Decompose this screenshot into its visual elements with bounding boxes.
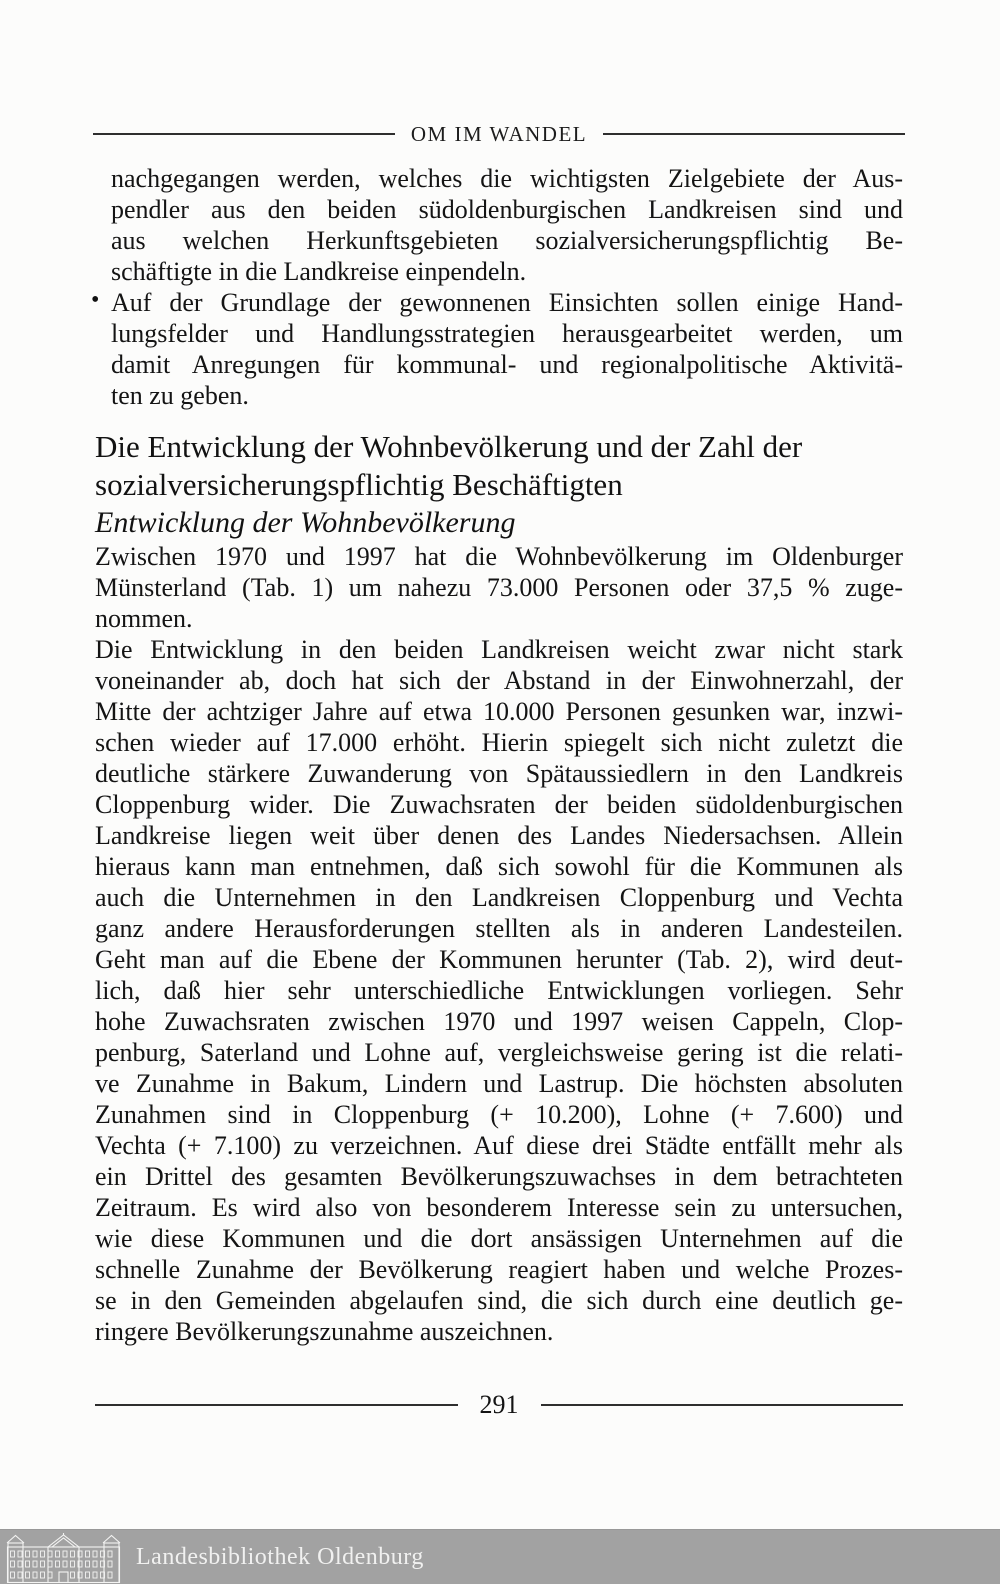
text-line: Zeitraum. Es wird also von besonderem Interesse sein zu untersuchen, bbox=[95, 1193, 903, 1222]
text-line: se in den Gemeinden abgelaufen sind, die sich durch eine deutlich ge- bbox=[95, 1286, 903, 1315]
text-line: Mitte der achtziger Jahre auf etwa 10.000 Personen gesunken war, inzwi- bbox=[95, 697, 903, 726]
bullet-marker-icon: • bbox=[91, 287, 100, 313]
text-line: schen wieder auf 17.000 erhöht. Hierin spiegelt sich nicht zuletzt die bbox=[95, 728, 903, 757]
running-head bbox=[93, 121, 905, 147]
text-line: hohe Zuwachsraten zwischen 1970 und 1997 weisen Cappeln, Clop- bbox=[95, 1007, 903, 1036]
header-rule-right bbox=[603, 133, 905, 135]
folio-rule-left bbox=[95, 1404, 458, 1406]
page-number: 291 bbox=[479, 1390, 519, 1419]
text-line: hieraus kann man entnehmen, daß sich sowohl für die Kommunen als bbox=[95, 852, 903, 881]
text-line: deutliche stärkere Zuwanderung von Spätaussiedlern in den Landkreis bbox=[95, 759, 903, 788]
text-line: wie diese Kommunen und die dort ansässigen Unternehmen auf die bbox=[95, 1224, 903, 1253]
text-line: schnelle Zunahme der Bevölkerung reagiert haben und welche Prozes- bbox=[95, 1255, 903, 1284]
paragraph-body bbox=[95, 541, 903, 634]
paragraph-body bbox=[95, 944, 903, 1347]
text-line: Münsterland (Tab. 1) um nahezu 73.000 Personen oder 37,5 % zuge- bbox=[95, 573, 903, 602]
text-line: Landkreise liegen weit über denen des Landes Niedersachsen. Allein bbox=[95, 821, 903, 850]
text-line: ein Drittel des gesamten Bevölkerungszuwachses in dem betrachteten bbox=[95, 1162, 903, 1191]
text-line: ringere Bevölkerungszunahme auszeichnen. bbox=[95, 1317, 554, 1346]
page-text-block bbox=[91, 163, 903, 1347]
paragraph-continuation bbox=[111, 163, 903, 287]
text-line: ve Zunahme in Bakum, Lindern und Lastrup. Die höchsten absoluten bbox=[95, 1069, 903, 1098]
paragraph-body bbox=[95, 634, 903, 944]
text-line: auch die Unternehmen in den Landkreisen Cloppenburg und Vechta bbox=[95, 883, 903, 912]
text-line: Zwischen 1970 und 1997 hat die Wohnbevölkerung im Oldenburger bbox=[95, 542, 903, 571]
text-line: lich, daß hier sehr unterschiedliche Entwicklungen vorliegen. Sehr bbox=[95, 976, 903, 1005]
running-head-title: OM IM WANDEL bbox=[410, 121, 588, 146]
header-rule-left bbox=[93, 133, 395, 135]
section-heading bbox=[95, 428, 903, 504]
text-line: Geht man auf die Ebene der Kommunen herunter (Tab. 2), wird deut- bbox=[95, 945, 903, 974]
folio-rule-right bbox=[541, 1404, 904, 1406]
library-building-icon bbox=[6, 1533, 121, 1583]
library-footer-bar bbox=[0, 1529, 1000, 1584]
text-line: Auf der Grundlage der gewonnenen Einsichten sollen einige Hand- bbox=[111, 288, 903, 317]
text-line: nachgegangen werden, welches die wichtigsten Zielgebiete der Aus- bbox=[111, 164, 903, 193]
text-line: sozialversicherungspflichtig Beschäftigten bbox=[95, 467, 623, 502]
text-line: voneinander ab, doch hat sich der Abstand in der Einwohnerzahl, der bbox=[95, 666, 903, 695]
library-bar-label: Landesbibliothek Oldenburg bbox=[136, 1543, 424, 1570]
text-line: pendler aus den beiden südoldenburgischen Landkreisen sind und bbox=[111, 195, 903, 224]
text-line: Cloppenburg wider. Die Zuwachsraten der beiden südoldenburgischen bbox=[95, 790, 903, 819]
text-line: schäftigte in die Landkreise einpendeln. bbox=[111, 257, 527, 286]
text-line: penburg, Saterland und Lohne auf, vergleichsweise gering ist die relati- bbox=[95, 1038, 903, 1067]
text-line: Die Entwicklung der Wohnbevölkerung und der Zahl der bbox=[95, 429, 803, 464]
text-line: nommen. bbox=[95, 604, 193, 633]
paragraph-bullet-item bbox=[91, 287, 903, 411]
section-subheading bbox=[95, 504, 903, 541]
folio-row bbox=[95, 1390, 903, 1420]
text-line: damit Anregungen für kommunal- und regionalpolitische Aktivitä- bbox=[111, 350, 903, 379]
text-line: Entwicklung der Wohnbevölkerung bbox=[95, 506, 516, 539]
text-line: Vechta (+ 7.100) zu verzeichnen. Auf diese drei Städte entfällt mehr als bbox=[95, 1131, 903, 1160]
text-line: aus welchen Herkunftsgebieten sozialversicherungspflichtig Be- bbox=[111, 226, 903, 255]
text-line: ten zu geben. bbox=[111, 381, 249, 410]
text-line: ganz andere Herausforderungen stellten als in anderen Landesteilen. bbox=[95, 914, 903, 943]
text-line: Die Entwicklung in den beiden Landkreisen weicht zwar nicht stark bbox=[95, 635, 903, 664]
text-line: lungsfelder und Handlungsstrategien herausgearbeitet werden, um bbox=[111, 319, 903, 348]
text-line: Zunahmen sind in Cloppenburg (+ 10.200), Lohne (+ 7.600) und bbox=[95, 1100, 903, 1129]
